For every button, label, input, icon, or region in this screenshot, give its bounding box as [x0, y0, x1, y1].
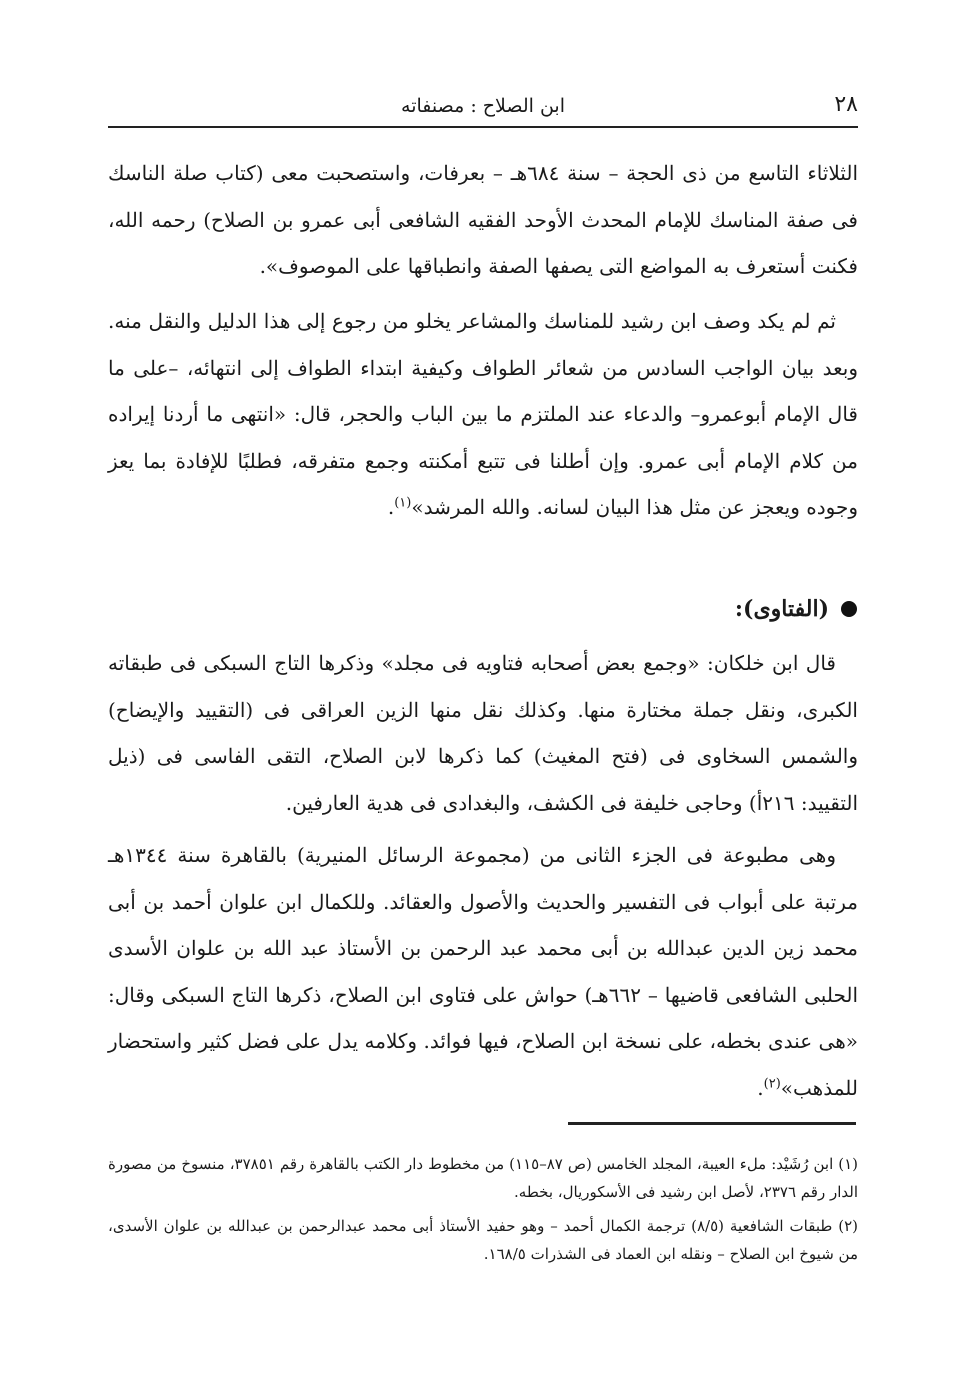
footnote-divider	[568, 1122, 856, 1125]
footnote-ref-1: (١)	[394, 495, 412, 511]
paragraph-1: الثلاثاء التاسع من ذى الحجة – سنة ٦٨٤هـ – بعرفات، واستصحبت معى (كتاب صلة الناسك فى صفة المناسك للإمام المحدث الأوحد الفقيه الشافعى أبى عمرو بن الصلاح) رحمه الله، فكنت أستعرف به المواضع التى يصفها الصفة وانطباقها على الموصوف».	[108, 161, 858, 278]
page-number: ٢٨	[834, 92, 858, 117]
paragraph-4-end: .	[757, 1075, 764, 1100]
section-title: (الفتاوى):	[734, 596, 829, 622]
paragraph-2-text: ثم لم يكد وصف ابن رشيد للمناسك والمشاعر يخلو من رجوع إلى هذا الدليل والنقل منه. وبعد بيان الواجب السادس من شعائر الطواف وكيفية ابتداء الطواف إلى انتهائه، –على ما قال الإمام أبوعمرو– والدعاء عند الملتزم ما بين الباب والحجر، قال: «انتهى ما أردنا إيراده من كلام الإمام أبى عمرو. وإن أطلنا فى تتبع أمكنته وجمع متفرقه، فطلبًا للإفادة بما يعز وجوده ويعجز عن مثل هذا البيان لسانه. والله المرشد»	[108, 309, 858, 519]
paragraph-4	[108, 832, 858, 1111]
paragraph-3: قال ابن خلكان: «وجمع بعض أصحابه فتاويه فى مجلد» وذكرها التاج السبكى فى طبقاته الكبرى، ونقل جملة مختارة منها. وكذلك نقل منها الزين العراقى فى (التقييد والإيضاح) والشمس السخاوى فى (فتح المغيث) كما ذكرها لابن الصلاح، التقى الفاسى فى (ذيل التقييد: ٢١٦أ) وحاجى خليفة فى الكشف، والبغدادى فى هدية العارفين.	[108, 651, 858, 815]
footnote-1: (١) ابن رُشَيْد: ملء العيبة، المجلد الخامس (ص ٨٧–١١٥) من مخطوط دار الكتب بالقاهرة رقم ٣٧٨٥١، منسوخ من مصورة الدار رقم ٢٣٧٦، لأصل ابن رشيد فى الأسكوريال، بخطه.	[108, 1155, 858, 1201]
page-header	[108, 86, 858, 128]
paragraph-2-end: .	[387, 495, 395, 519]
running-title: ابن الصلاح : مصنفاته	[401, 95, 565, 117]
paragraph-2	[108, 298, 858, 531]
bullet-icon	[841, 601, 857, 617]
footnote-ref-2: (٢)	[763, 1075, 781, 1091]
section-heading	[107, 596, 857, 622]
footnote-2: (٢) طبقات الشافعية (٨/٥) ترجمة الكمال أحمد – وهو حفيد الأستاذ أبى محمد عبدالرحمن بن عبدالله بن علوان الأسدى، من شيوخ ابن الصلاح – ونقله ابن العماد فى الشذرات ١٦٨/٥.	[108, 1217, 858, 1263]
paragraph-4-text: وهى مطبوعة فى الجزء الثانى من (مجموعة الرسائل المنيرية) بالقاهرة سنة ١٣٤٤هـ مرتبة على أبواب فى التفسير والحديث والأصول والعقائد. وللكمال ابن علوان أحمد بن أبى محمد زين الدين عبدالله بن أبى محمد عبد الرحمن بن الأستاذ عبد الله بن علوان الأسدى الحلبى الشافعى قاضيها – ٦٦٢هـ) حواش على فتاوى ابن الصلاح، ذكرها التاج السبكى وقال: «هى عندى بخطه، على نسخة ابن الصلاح، فيها فوائد. وكلامه يدل على فضل كثير واستحضار للمذهب»	[108, 843, 859, 1100]
